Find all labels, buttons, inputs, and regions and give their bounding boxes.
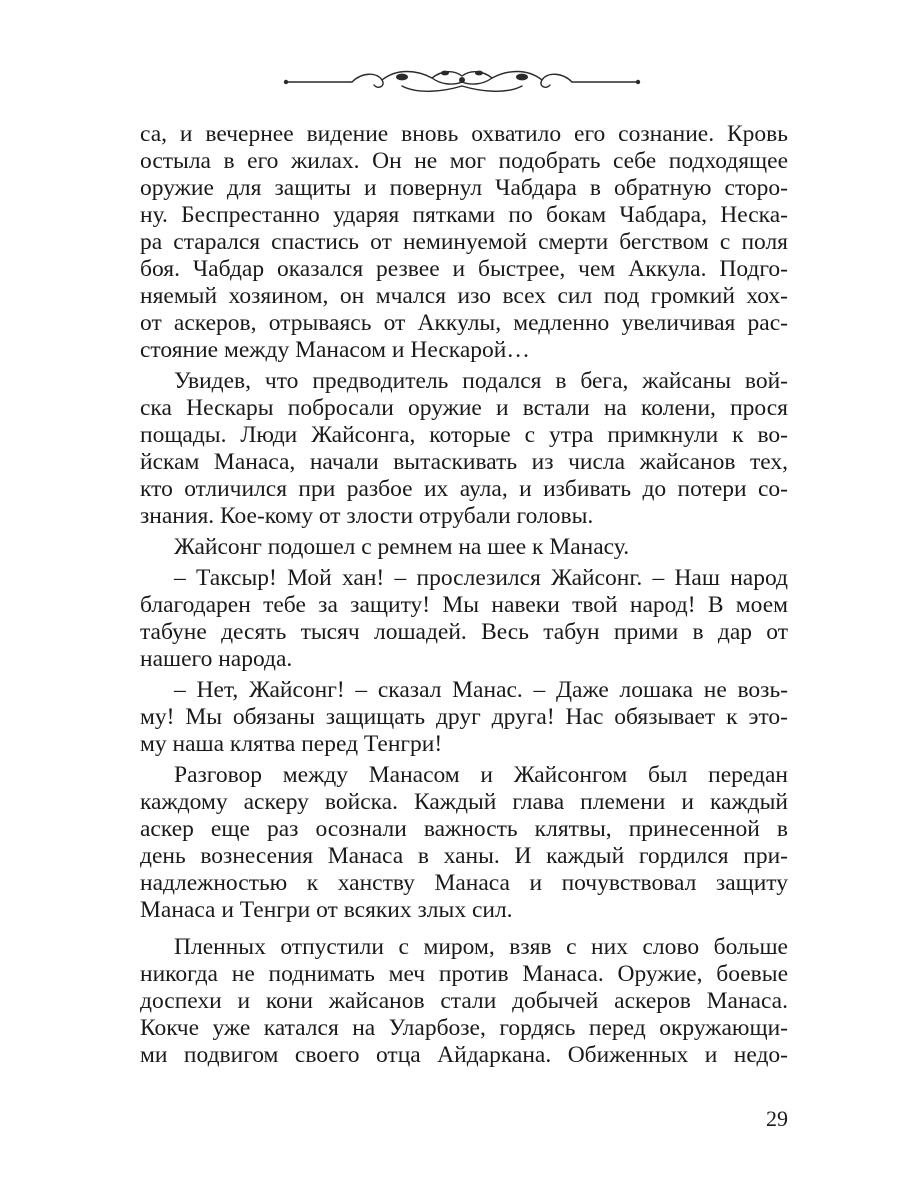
text-line: ска Нескары побросали оружие и встали на колени, прося [140, 395, 788, 421]
text-line: надлежностью к ханству Манаса и почувствовал защиту [140, 870, 788, 896]
text-line: кто отличился при разбое их аула, и избивать до потери со- [140, 476, 788, 502]
text-line: никогда не поднимать меч против Манаса. Оружие, боевые [140, 961, 788, 987]
text-line: табуне десять тысяч лошадей. Весь табун прими в дар от [140, 619, 788, 645]
text-line: са, и вечернее видение вновь охватило его сознание. Кровь [140, 121, 788, 147]
text-line: аскер еще раз осознали важность клятвы, принесенной в [140, 816, 788, 842]
text-line: нашего народа. [140, 646, 293, 672]
text-line: благодарен тебе за защиту! Мы навеки твой народ! В моем [140, 592, 788, 618]
paragraph-5 [140, 677, 788, 758]
text-line: ми подвигом своего отца Айдаркана. Обиженных и недо- [140, 1042, 788, 1068]
paragraph-6 [140, 762, 788, 924]
text-line: Жайсонг подошел с ремнем на шее к Манасу. [174, 534, 630, 560]
text-line: стояние между Манасом и Нескарой… [140, 337, 530, 363]
decorative-flourish-icon [282, 62, 642, 102]
paragraph-7 [140, 934, 788, 1069]
paragraph-4 [140, 565, 788, 673]
text-line: каждому аскеру войска. Каждый глава племени и каждый [140, 789, 788, 815]
text-line: ра старался спастись от неминуемой смерти бегством с поля [140, 229, 788, 255]
text-line: Кокче уже катался на Уларбозе, гордясь перед окружающи- [140, 1015, 788, 1041]
text-line: йскам Манаса, начали вытаскивать из числа жайсанов тех, [140, 449, 788, 475]
text-line: Увидев, что предводитель подался в бега, жайсаны вой- [174, 368, 788, 394]
text-line: знания. Кое-кому от злости отрубали головы. [140, 503, 594, 529]
text-line: день вознесения Манаса в ханы. И каждый гордился при- [140, 843, 788, 869]
text-line: пощады. Люди Жайсонга, которые с утра примкнули к во- [140, 422, 788, 448]
text-line: доспехи и кони жайсанов стали добычей аскеров Манаса. [140, 988, 788, 1014]
text-line: – Нет, Жайсонг! – сказал Манас. – Даже лошака не возь- [174, 677, 788, 703]
text-line: от аскеров, отрываясь от Аккулы, медленно увеличивая рас- [140, 310, 788, 336]
text-line: остыла в его жилах. Он не мог подобрать себе подходящее [140, 148, 788, 174]
text-line: му наша клятва перед Тенгри! [140, 731, 443, 757]
text-line: ну. Беспрестанно ударяя пятками по бокам Чабдара, Неска- [140, 202, 788, 228]
text-line: – Таксыр! Мой хан! – прослезился Жайсонг. – Наш народ [174, 565, 788, 591]
text-line: няемый хозяином, он мчался изо всех сил под громкий хох- [140, 283, 788, 309]
text-line: Манаса и Тенгри от всяких злых сил. [140, 897, 513, 923]
page-number: 29 [766, 1106, 788, 1131]
paragraph-3 [140, 534, 788, 561]
page-body-text [140, 121, 788, 1069]
paragraph-2 [140, 368, 788, 530]
text-line: му! Мы обязаны защищать друг друга! Нас обязывает к это- [140, 704, 788, 730]
paragraph-1 [140, 121, 788, 364]
text-line: Пленных отпустили с миром, взяв с них слово больше [174, 934, 788, 960]
text-line: боя. Чабдар оказался резвее и быстрее, чем Аккула. Подго- [140, 256, 788, 282]
text-line: оружие для защиты и повернул Чабдара в обратную сторо- [140, 175, 788, 201]
text-line: Разговор между Манасом и Жайсонгом был передан [174, 762, 788, 788]
